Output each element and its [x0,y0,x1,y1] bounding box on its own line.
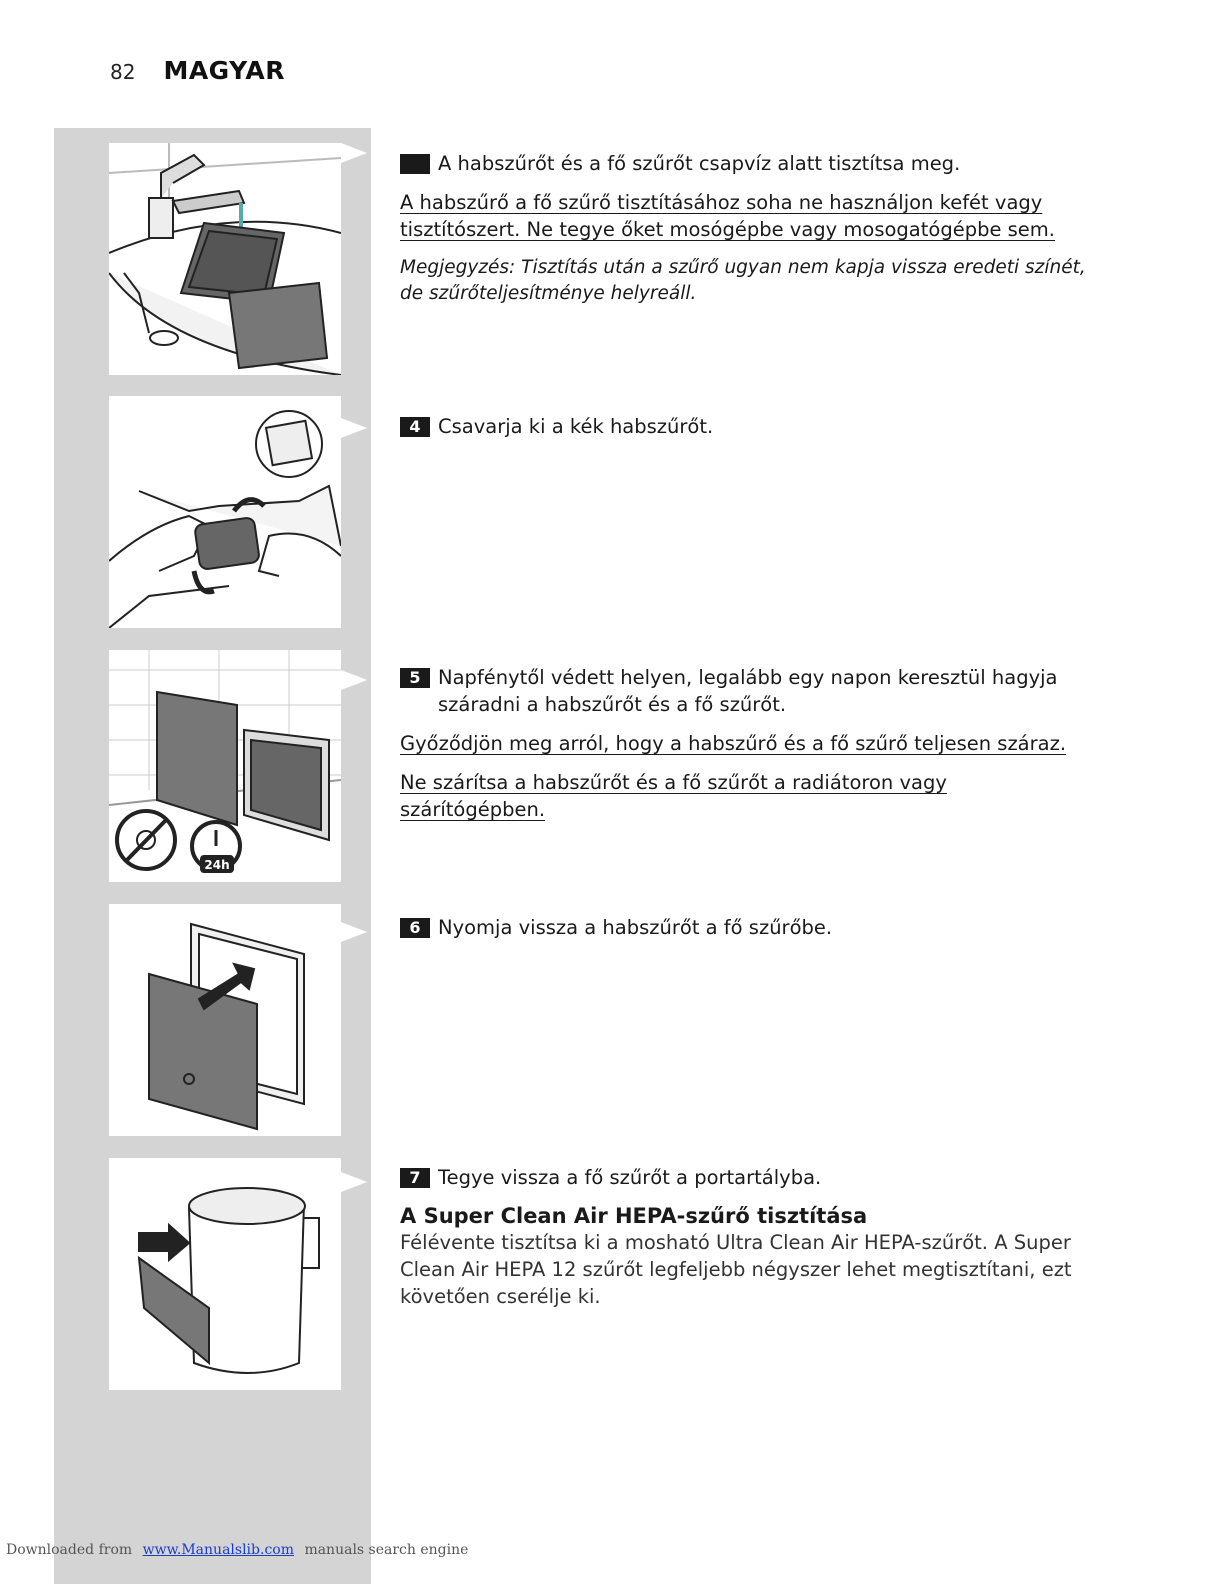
section-heading: A Super Clean Air HEPA-szűrő tisztítása [400,1204,868,1228]
step-number: 4 [400,417,430,437]
pointer-notch [341,670,367,690]
step-5 [400,664,1090,823]
illustration-wash-filters [109,143,341,375]
step-7 [400,1164,1090,1310]
step-text: Csavarja ki a kék habszűrőt. [438,415,714,438]
step-text: Napfénytől védett helyen, legalább egy napon keresztül hagyja száradni a habszűrőt és a fő szűrőt. [438,666,1058,716]
step-text: A habszűrőt és a fő szűrőt csapvíz alatt tisztítsa meg. [438,152,961,175]
page-number: 82 [110,60,136,84]
pointer-notch [341,418,367,438]
footer-prefix: Downloaded from [6,1542,133,1558]
illustration-dry-filters [109,650,341,882]
illustration-place-filter [109,1158,341,1390]
step-number: 6 [400,918,430,938]
step-number: 7 [400,1168,430,1188]
warning-text: A habszűrő a fő szűrő tisztításához soha ne használjon kefét vagy tisztítószert. Ne tegye őket mosógépbe vagy mosogatógépbe sem. [400,191,1056,241]
step-text: Tegye vissza a fő szűrőt a portartályba. [438,1166,822,1189]
illustration-insert-foam [109,904,341,1136]
illustration-remove-foam [109,396,341,628]
note-text: Megjegyzés: Tisztítás után a szűrő ugyan nem kapja vissza eredeti színét, de szűrőteljesítménye helyreáll. [400,257,1086,304]
pointer-notch [341,1172,367,1192]
warning-text: Ne szárítsa a habszűrőt és a fő szűrőt a radiátoron vagy szárítógépben. [400,771,947,821]
pointer-notch [341,922,367,942]
footer [6,1542,468,1558]
step-text: Nyomja vissza a habszűrőt a fő szűrőbe. [438,916,833,939]
manualslib-link[interactable]: www.Manualslib.com [142,1542,294,1558]
step-4 [400,413,1090,440]
warning-text: Győződjön meg arról, hogy a habszűrő és a fő szűrő teljesen száraz. [400,732,1067,755]
page-header [110,56,285,85]
drying-time-badge: 24h [204,858,230,872]
pointer-notch [341,143,367,163]
step-3 [400,150,1090,307]
language-title: MAGYAR [163,56,285,85]
step-6 [400,914,1090,941]
section-body: Félévente tisztítsa ki a mosható Ultra Clean Air HEPA-szűrőt. A Super Clean Air HEPA 12 szűrőt legfeljebb négyszer lehet megtisztítani, ezt követően cserélje ki. [400,1231,1072,1308]
step-number [400,154,430,174]
footer-suffix: manuals search engine [304,1542,469,1558]
step-number: 5 [400,668,430,688]
